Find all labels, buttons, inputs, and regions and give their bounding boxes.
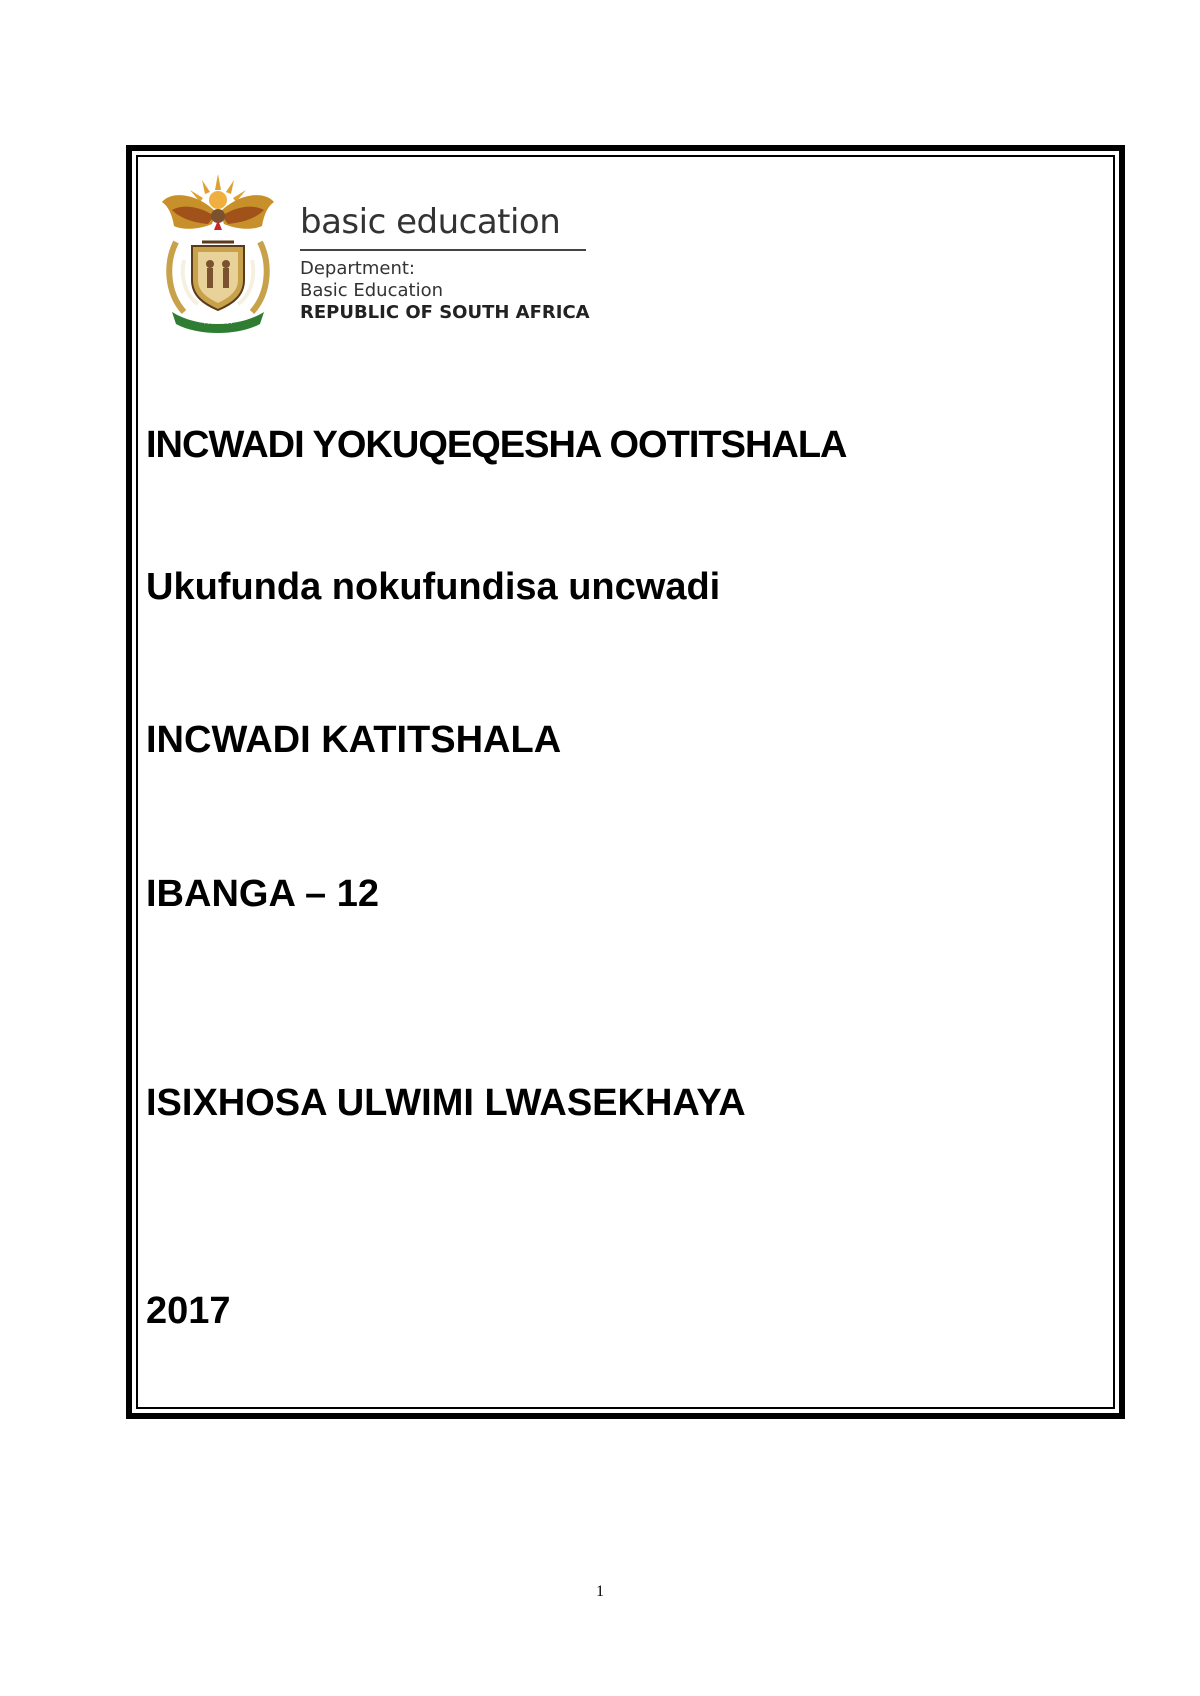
south-africa-coat-of-arms-icon	[158, 172, 278, 337]
document-subtitle: Ukufunda nokufundisa uncwadi	[146, 566, 721, 608]
cover-inner-border	[136, 155, 1115, 1409]
department-name: Basic Education	[300, 280, 443, 301]
country-name: REPUBLIC OF SOUTH AFRICA	[300, 302, 590, 323]
department-label: Department:	[300, 258, 415, 279]
svg-text:· · · · · · · ·: · · · · · · · ·	[203, 321, 233, 328]
language-label: ISIXHOSA ULWIMI LWASEKHAYA	[146, 1082, 746, 1124]
document-title: INCWADI YOKUQEQESHA OOTITSHALA	[146, 424, 847, 466]
department-logo	[158, 172, 598, 342]
brand-underline	[300, 249, 586, 251]
document-type: INCWADI KATITSHALA	[146, 719, 562, 761]
brand-name: basic education	[300, 202, 561, 242]
document-year: 2017	[146, 1290, 231, 1332]
page-number: 1	[596, 1583, 604, 1600]
grade-label: IBANGA – 12	[146, 873, 379, 915]
